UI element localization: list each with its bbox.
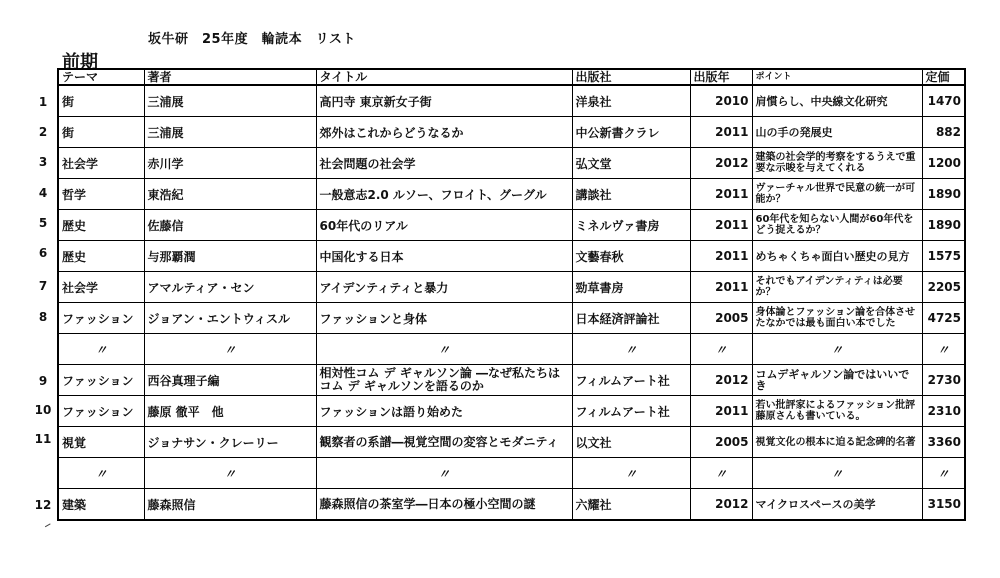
cell-ditto: 〃 bbox=[58, 334, 144, 365]
cell-ditto: 〃 bbox=[144, 458, 316, 489]
cell-theme: 社会学 bbox=[58, 272, 144, 303]
table-row bbox=[58, 489, 965, 521]
header-year: 出版年 bbox=[690, 69, 752, 85]
cell-price: 1890 bbox=[922, 179, 965, 210]
cell-point: 建築の社会学的考察をするうえで重要な示唆を与えてくれる bbox=[752, 148, 922, 179]
cell-theme: ファッション bbox=[58, 303, 144, 334]
cell-point: 肩慣らし、中央線文化研究 bbox=[752, 85, 922, 117]
cell-ditto: 〃 bbox=[922, 334, 965, 365]
cell-price: 2205 bbox=[922, 272, 965, 303]
cell-price: 3150 bbox=[922, 489, 965, 521]
cell-publisher: フィルムアート社 bbox=[572, 396, 690, 427]
cell-publisher: 六耀社 bbox=[572, 489, 690, 521]
cell-point: 視覚文化の根本に迫る記念碑的名著 bbox=[752, 427, 922, 458]
cell-title: 社会問題の社会学 bbox=[316, 148, 572, 179]
cell-year: 2005 bbox=[690, 303, 752, 334]
cell-ditto: 〃 bbox=[690, 458, 752, 489]
cell-author: 与那覇潤 bbox=[144, 241, 316, 272]
cell-year: 2005 bbox=[690, 427, 752, 458]
cell-year: 2010 bbox=[690, 85, 752, 117]
cell-theme: 街 bbox=[58, 85, 144, 117]
cell-ditto: 〃 bbox=[572, 458, 690, 489]
row-number: 11 bbox=[34, 432, 52, 446]
header-point: ポイント bbox=[752, 69, 922, 85]
header-price: 定価 bbox=[922, 69, 965, 85]
table-row bbox=[58, 303, 965, 334]
cell-point: それでもアイデンティティは必要か？ bbox=[752, 272, 922, 303]
cell-ditto: 〃 bbox=[58, 458, 144, 489]
cell-point: 60年代を知らない人間が60年代をどう捉えるか？ bbox=[752, 210, 922, 241]
cell-title: アイデンティティと暴力 bbox=[316, 272, 572, 303]
cell-point: ヴァーチャル世界で民意の統一が可能か？ bbox=[752, 179, 922, 210]
row-number: 4 bbox=[38, 186, 48, 200]
cell-year: 2011 bbox=[690, 241, 752, 272]
document-title: 坂牛研 25年度 輪読本 リスト bbox=[148, 32, 356, 47]
cell-year: 2011 bbox=[690, 179, 752, 210]
header-author: 著者 bbox=[144, 69, 316, 85]
row-number: 10 bbox=[34, 403, 52, 417]
cell-theme: 歴史 bbox=[58, 210, 144, 241]
cell-author: 赤川学 bbox=[144, 148, 316, 179]
table-row bbox=[58, 365, 965, 396]
cell-author: 三浦展 bbox=[144, 85, 316, 117]
cell-ditto: 〃 bbox=[752, 458, 922, 489]
cell-year: 2011 bbox=[690, 117, 752, 148]
cell-author: アマルティア・セン bbox=[144, 272, 316, 303]
cell-author: ジョナサン・クレーリー bbox=[144, 427, 316, 458]
cell-publisher: ミネルヴァ書房 bbox=[572, 210, 690, 241]
cell-theme: 街 bbox=[58, 117, 144, 148]
row-number: 12 bbox=[34, 498, 52, 512]
book-list-table bbox=[57, 68, 966, 521]
cell-theme: 歴史 bbox=[58, 241, 144, 272]
cell-author: 西谷真理子編 bbox=[144, 365, 316, 396]
cell-publisher: 文藝春秋 bbox=[572, 241, 690, 272]
cell-theme: 社会学 bbox=[58, 148, 144, 179]
cell-year: 2011 bbox=[690, 210, 752, 241]
table-row bbox=[58, 272, 965, 303]
cell-author: ジョアン・エントウィスル bbox=[144, 303, 316, 334]
table-row-ditto bbox=[58, 334, 965, 365]
cell-ditto: 〃 bbox=[316, 458, 572, 489]
cell-author: 藤森照信 bbox=[144, 489, 316, 521]
row-number: 9 bbox=[38, 374, 48, 388]
cell-theme: 建築 bbox=[58, 489, 144, 521]
row-number: 2 bbox=[38, 125, 48, 139]
row-number: 8 bbox=[38, 310, 48, 324]
cell-point: 身体論とファッション論を合体させたなかでは最も面白い本でした bbox=[752, 303, 922, 334]
cell-theme: 哲学 bbox=[58, 179, 144, 210]
table-row bbox=[58, 241, 965, 272]
header-publisher: 出版社 bbox=[572, 69, 690, 85]
cell-price: 4725 bbox=[922, 303, 965, 334]
cell-point: 若い批評家によるファッション批評藤原さんも書いている。 bbox=[752, 396, 922, 427]
table-row-ditto bbox=[58, 458, 965, 489]
row-number: 5 bbox=[38, 216, 48, 230]
cell-author: 東浩紀 bbox=[144, 179, 316, 210]
table-row bbox=[58, 148, 965, 179]
row-number: 3 bbox=[38, 155, 48, 169]
cell-title: 郊外はこれからどうなるか bbox=[316, 117, 572, 148]
cell-point: 山の手の発展史 bbox=[752, 117, 922, 148]
cell-year: 2011 bbox=[690, 272, 752, 303]
cell-publisher: 弘文堂 bbox=[572, 148, 690, 179]
cell-ditto: 〃 bbox=[316, 334, 572, 365]
cell-publisher: 講談社 bbox=[572, 179, 690, 210]
header-title: タイトル bbox=[316, 69, 572, 85]
cell-title: 高円寺 東京新女子街 bbox=[316, 85, 572, 117]
cell-author: 佐藤信 bbox=[144, 210, 316, 241]
cell-point: めちゃくちゃ面白い歴史の見方 bbox=[752, 241, 922, 272]
table-row bbox=[58, 85, 965, 117]
table-row bbox=[58, 396, 965, 427]
cell-publisher: 中公新書クラレ bbox=[572, 117, 690, 148]
cell-price: 882 bbox=[922, 117, 965, 148]
row-number: 7 bbox=[38, 279, 48, 293]
cell-year: 2012 bbox=[690, 365, 752, 396]
cell-theme: ファッション bbox=[58, 365, 144, 396]
cell-price: 2730 bbox=[922, 365, 965, 396]
cell-author: 藤原 徹平 他 bbox=[144, 396, 316, 427]
cell-title: 観察者の系譜―視覚空間の変容とモダニティ bbox=[316, 427, 572, 458]
table-header-row bbox=[58, 69, 965, 85]
cell-ditto: 〃 bbox=[752, 334, 922, 365]
cell-publisher: 以文社 bbox=[572, 427, 690, 458]
cell-title: 一般意志2.0 ルソー、フロイト、グーグル bbox=[316, 179, 572, 210]
cell-publisher: フィルムアート社 bbox=[572, 365, 690, 396]
table-row bbox=[58, 210, 965, 241]
cell-title: 60年代のリアル bbox=[316, 210, 572, 241]
cell-year: 2012 bbox=[690, 148, 752, 179]
cell-ditto: 〃 bbox=[144, 334, 316, 365]
cell-ditto: 〃 bbox=[572, 334, 690, 365]
cell-publisher: 日本経済評論社 bbox=[572, 303, 690, 334]
row-number: 6 bbox=[38, 246, 48, 260]
cell-publisher: 勁草書房 bbox=[572, 272, 690, 303]
row-number-column bbox=[30, 0, 56, 578]
cell-price: 2310 bbox=[922, 396, 965, 427]
cell-year: 2011 bbox=[690, 396, 752, 427]
cell-price: 1575 bbox=[922, 241, 965, 272]
table-row bbox=[58, 427, 965, 458]
header-theme: テーマ bbox=[58, 69, 144, 85]
cell-publisher: 洋泉社 bbox=[572, 85, 690, 117]
cell-price: 1470 bbox=[922, 85, 965, 117]
cell-title: ファッションと身体 bbox=[316, 303, 572, 334]
row-number: 1 bbox=[38, 95, 48, 109]
section-title: 前期 bbox=[62, 52, 98, 73]
cell-ditto: 〃 bbox=[690, 334, 752, 365]
cell-point: マイクロスペースの美学 bbox=[752, 489, 922, 521]
cell-title: ファッションは語り始めた bbox=[316, 396, 572, 427]
cell-price: 1200 bbox=[922, 148, 965, 179]
cell-title: 藤森照信の茶室学―日本の極小空間の謎 bbox=[316, 489, 572, 521]
cell-title: 中国化する日本 bbox=[316, 241, 572, 272]
cell-title: 相対性コム デ ギャルソン論 ―なぜ私たちはコム デ ギャルソンを語るのか bbox=[316, 365, 572, 396]
cell-point: コムデギャルソン論ではいいでき bbox=[752, 365, 922, 396]
cell-year: 2012 bbox=[690, 489, 752, 521]
cell-price: 3360 bbox=[922, 427, 965, 458]
table-row bbox=[58, 117, 965, 148]
cell-ditto: 〃 bbox=[922, 458, 965, 489]
table-row bbox=[58, 179, 965, 210]
cell-price: 1890 bbox=[922, 210, 965, 241]
cell-theme: ファッション bbox=[58, 396, 144, 427]
cell-theme: 視覚 bbox=[58, 427, 144, 458]
cell-author: 三浦展 bbox=[144, 117, 316, 148]
